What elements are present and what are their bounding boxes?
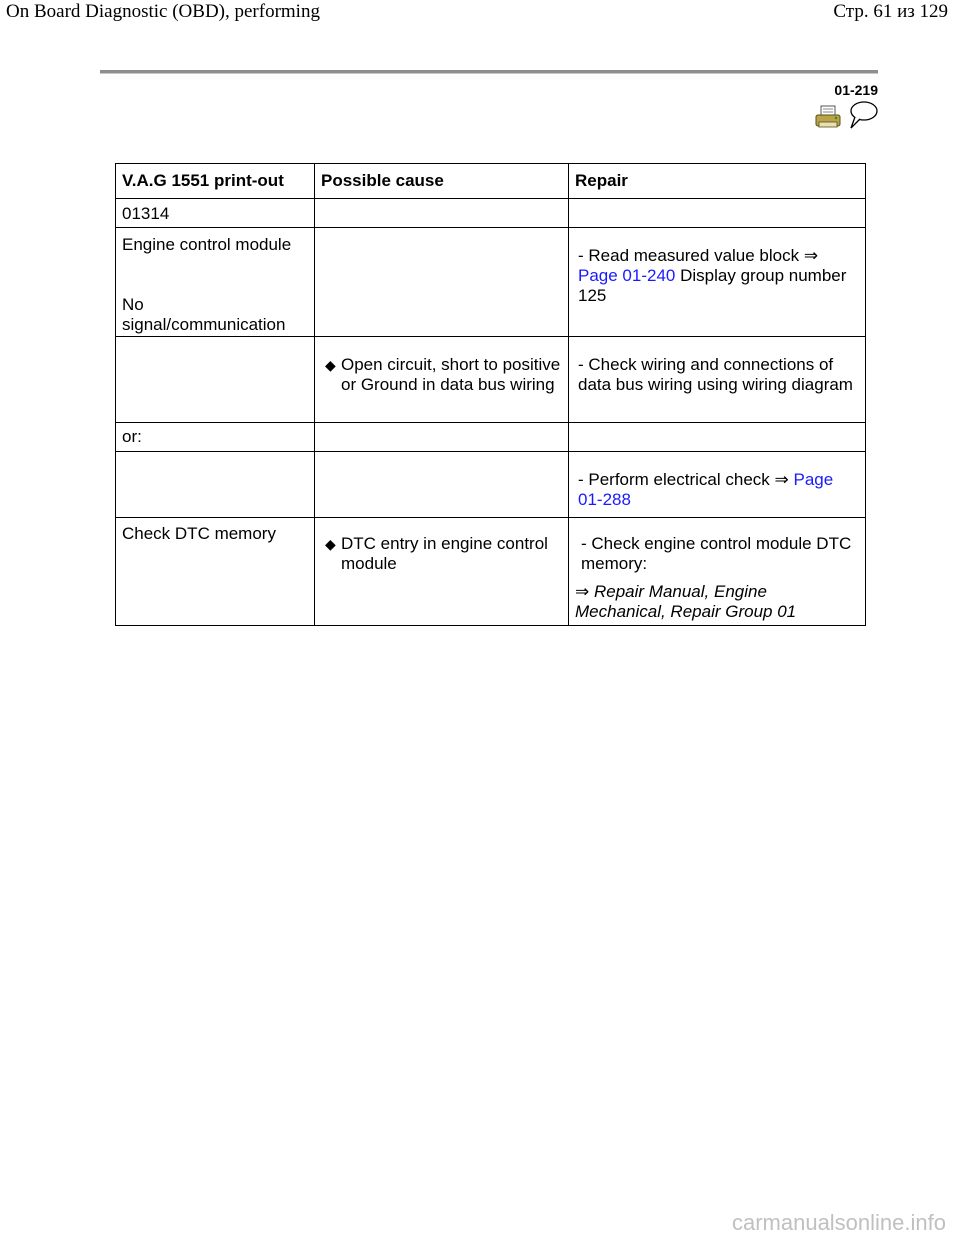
arrow-icon: ⇒ bbox=[575, 582, 590, 601]
check-label: Check DTC memory bbox=[116, 518, 315, 626]
repair-text: - Perform electrical check ⇒ bbox=[578, 470, 789, 489]
cause-text: Open circuit, short to positive or Ground in data bus wiring bbox=[341, 355, 561, 394]
repair-text: - Check engine control module DTC memory: bbox=[581, 534, 852, 573]
module-label: Engine control module bbox=[122, 235, 292, 254]
column-header: Repair bbox=[569, 164, 866, 199]
header-rule bbox=[100, 70, 878, 74]
page-link[interactable]: Page 01-288 bbox=[578, 470, 834, 509]
fault-code: 01314 bbox=[116, 199, 315, 228]
table-row bbox=[116, 518, 866, 626]
repair-text: - Read measured value block ⇒ bbox=[578, 246, 819, 265]
dtc-table bbox=[115, 163, 866, 626]
watermark: carmanualsonline.info bbox=[731, 1210, 946, 1235]
printer-icon[interactable] bbox=[815, 104, 841, 130]
table-row bbox=[116, 337, 866, 423]
table-row bbox=[116, 199, 866, 228]
table-row bbox=[116, 452, 866, 518]
table-row bbox=[116, 423, 866, 452]
reference-text: Repair Manual, Engine Mechanical, Repair Group 01 bbox=[575, 582, 797, 621]
or-label: or: bbox=[116, 423, 315, 452]
page-number: 01-219 bbox=[834, 82, 878, 98]
page-link[interactable]: Page 01-240 bbox=[578, 266, 676, 285]
repair-text: - Check wiring and connections of data bus wiring using wiring diagram bbox=[569, 337, 866, 423]
table-header-row bbox=[116, 164, 866, 199]
cause-text: DTC entry in engine control module bbox=[341, 534, 548, 573]
column-header: Possible cause bbox=[315, 164, 569, 199]
repair-text: Display group number 125 bbox=[578, 266, 847, 305]
column-header: V.A.G 1551 print-out bbox=[116, 164, 315, 199]
diamond-bullet-icon: ◆ bbox=[325, 357, 336, 373]
status-text: No signal/communication bbox=[122, 295, 286, 334]
table-row bbox=[116, 228, 866, 337]
diamond-bullet-icon: ◆ bbox=[325, 536, 336, 552]
page-counter: Стр. 61 из 129 bbox=[833, 1, 948, 22]
speech-bubble-icon[interactable] bbox=[846, 100, 878, 130]
document-title: On Board Diagnostic (OBD), performing bbox=[6, 1, 320, 22]
